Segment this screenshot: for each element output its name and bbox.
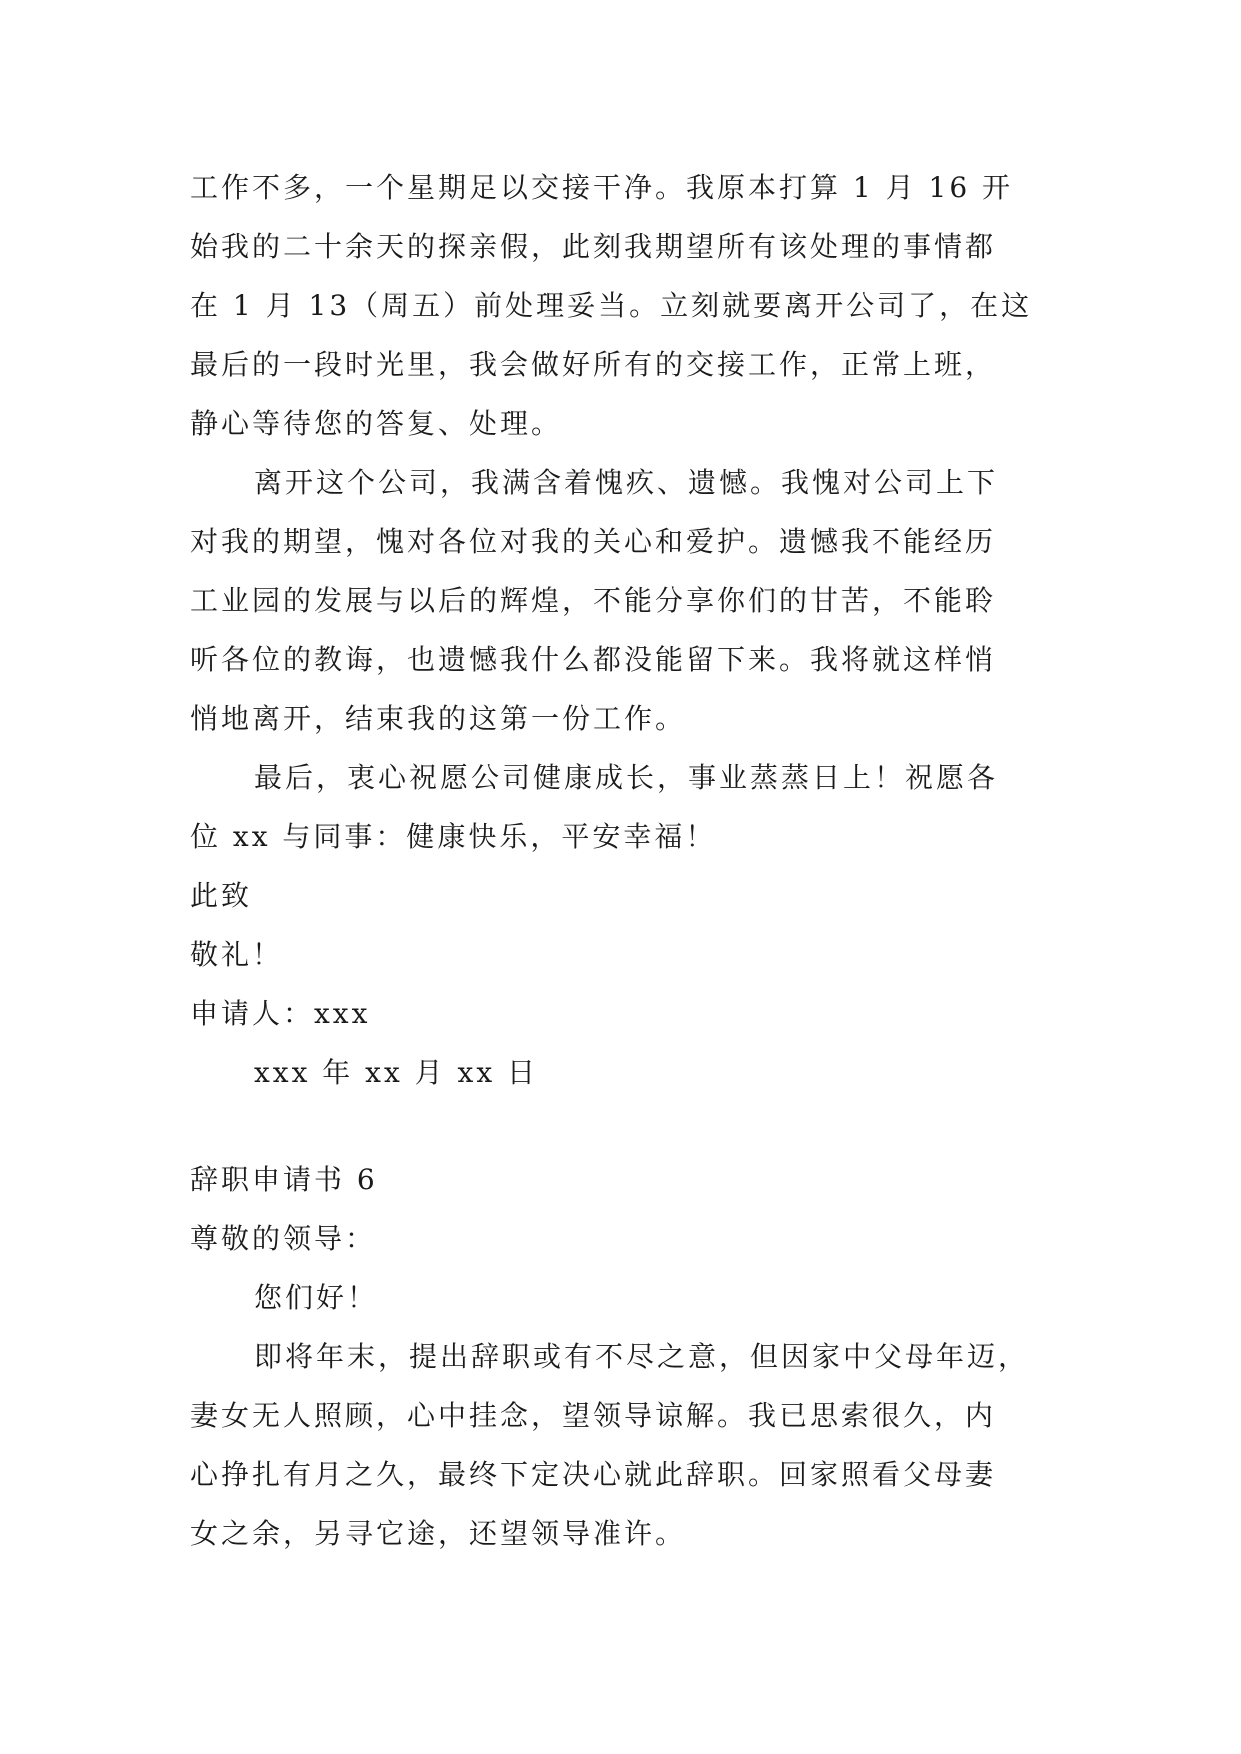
salutation: 尊敬的领导： — [190, 1222, 377, 1255]
applicant-line: 申请人：xxx — [190, 997, 371, 1030]
letter-title: 辞职申请书 6 — [190, 1163, 378, 1196]
paragraph-line: 工业园的发展与以后的辉煌，不能分享你们的甘苦，不能聆 — [190, 584, 997, 617]
paragraph-line: 悄地离开，结束我的这第一份工作。 — [190, 702, 687, 735]
letter-continuation — [190, 158, 1050, 1102]
paragraph-line: 在 1 月 13（周五）前处理妥当。立刻就要离开公司了，在这 — [190, 289, 1033, 322]
paragraph-line: 位 xx 与同事：健康快乐，平安幸福！ — [190, 820, 717, 853]
paragraph-line: 对我的期望，愧对各位对我的关心和爱护。遗憾我不能经历 — [190, 525, 997, 558]
paragraph-line: 最后的一段时光里，我会做好所有的交接工作，正常上班， — [190, 348, 997, 381]
paragraph-line: 女之余，另寻它途，还望领导准许。 — [190, 1517, 687, 1550]
paragraph-line: 最后，衷心祝愿公司健康成长，事业蒸蒸日上！祝愿各 — [254, 761, 999, 794]
closing-phrase: 此致 — [190, 879, 253, 912]
paragraph-line: 离开这个公司，我满含着愧疚、遗憾。我愧对公司上下 — [254, 466, 999, 499]
paragraph-line: 工作不多，一个星期足以交接干净。我原本打算 1 月 16 开 — [190, 171, 1014, 204]
paragraph-line: 即将年末，提出辞职或有不尽之意，但因家中父母年迈， — [254, 1340, 1030, 1373]
paragraph-line: 静心等待您的答复、处理。 — [190, 407, 563, 440]
paragraph-line: 始我的二十余天的探亲假，此刻我期望所有该处理的事情都 — [190, 230, 997, 263]
date-line: xxx 年 xx 月 xx 日 — [254, 1056, 539, 1089]
paragraph-line: 心挣扎有月之久，最终下定决心就此辞职。回家照看父母妻 — [190, 1458, 997, 1491]
closing-salute: 敬礼！ — [190, 938, 284, 971]
greeting: 您们好！ — [254, 1281, 379, 1314]
paragraph-line: 听各位的教诲，也遗憾我什么都没能留下来。我将就这样悄 — [190, 643, 997, 676]
paragraph-line: 妻女无人照顾，心中挂念，望领导谅解。我已思索很久，内 — [190, 1399, 997, 1432]
letter-6 — [190, 1150, 1050, 1563]
